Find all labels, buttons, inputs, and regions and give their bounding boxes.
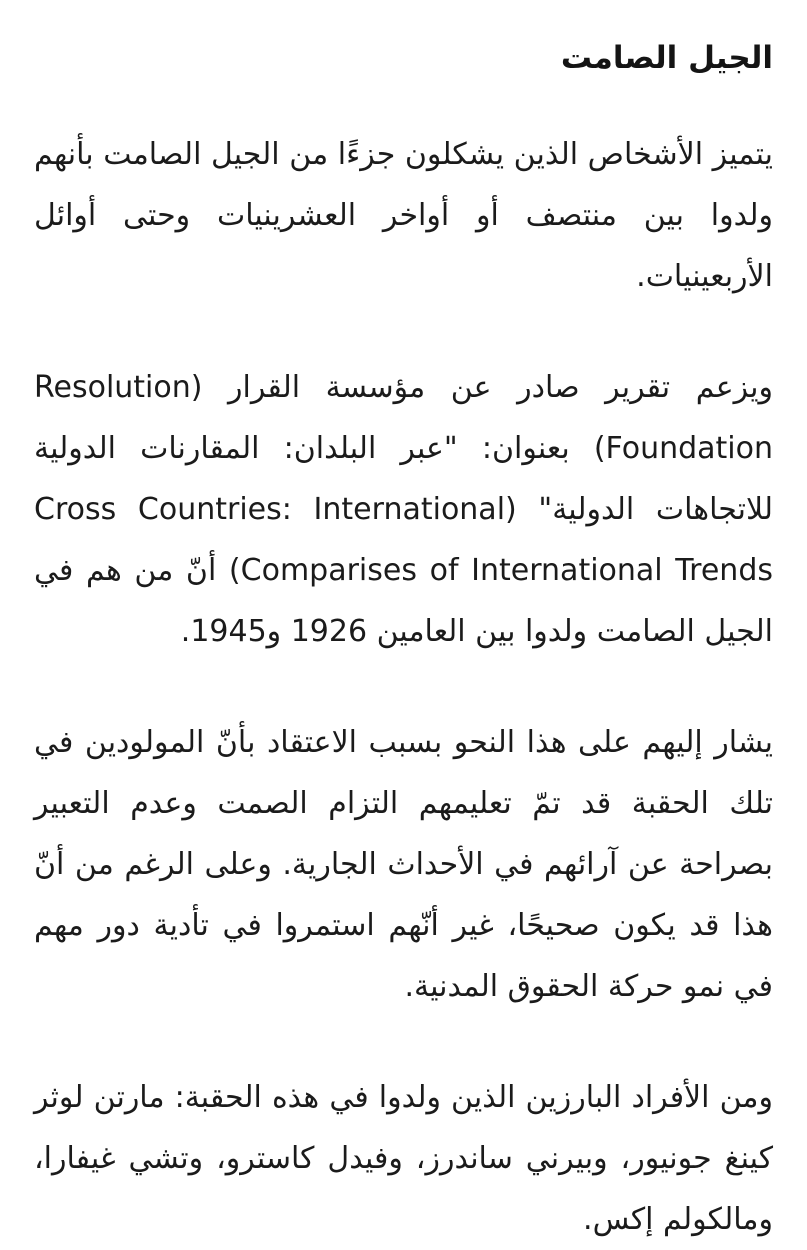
article-paragraph: يتميز الأشخاص الذين يشكلون جزءًا من الجيل الصامت بأنهم ولدوا بين منتصف أو أواخر العشرينيات وحتى أوائل الأربعينيات. [34,137,773,294]
article-paragraph: يشار إليهم على هذا النحو بسبب الاعتقاد بأنّ المولودين في تلك الحقبة قد تمّ تعليمهم التزام الصمت وعدم التعبير بصراحة عن آرائهم في الأحداث الجارية. وعلى الرغم من أنّ هذا قد يكون صحيحًا، غير أنّهم استمروا في تأدية دور مهم في نمو حركة الحقوق المدنية. [34,725,773,1004]
article-paragraph: ويزعم تقرير صادر عن مؤسسة القرار (Resolution Foundation) بعنوان: "عبر البلدان: المقارنات الدولية للاتجاهات الدولية" (Cross Countries: International Comparises of International Trends) أنّ من هم في الجيل الصامت ولدوا بين العامين 1926 و1945. [34,370,773,649]
article-paragraph: ومن الأفراد البارزين الذين ولدوا في هذه الحقبة: مارتن لوثر كينغ جونيور، وبيرني ساندرز، وفيدل كاسترو، وتشي غيفارا، ومالكولم إكس. [34,1080,773,1237]
article-heading: الجيل الصامت [560,40,773,76]
